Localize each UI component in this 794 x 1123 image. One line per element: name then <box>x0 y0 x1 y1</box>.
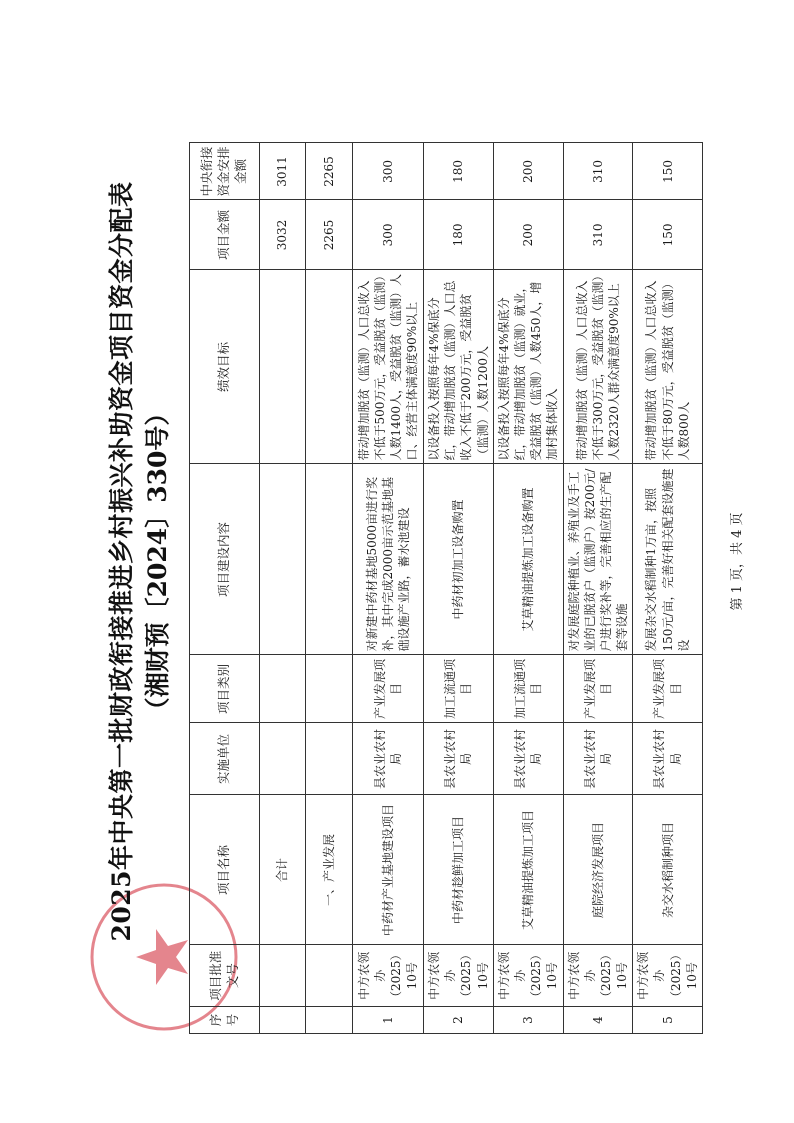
row-approval: 中方农领办（2025）10号 <box>633 945 703 1007</box>
row-seq: 3 <box>493 1007 563 1034</box>
header-content: 项目建设内容 <box>190 464 260 655</box>
row-seq: 4 <box>563 1007 633 1034</box>
header-name: 项目名称 <box>190 795 260 945</box>
row-approval: 中方农领办（2025）10号 <box>424 945 494 1007</box>
row-allocation: 150 <box>633 143 703 200</box>
table-row <box>493 143 563 1034</box>
table-row <box>353 143 424 1034</box>
row-name: 庭院经济发展项目 <box>563 795 633 945</box>
row-allocation: 200 <box>493 143 563 200</box>
row-category: 产业发展项目 <box>633 655 703 723</box>
row-category: 加工流通项目 <box>424 655 494 723</box>
table-row <box>424 143 494 1034</box>
row-allocation: 310 <box>563 143 633 200</box>
row-content: 对发展庭院种植业、养殖业及手工业的已脱贫户（监测户）按200元/户进行奖补等，完善相应的生产配套等设施 <box>563 464 633 655</box>
row-name: 艾草精油提炼加工项目 <box>493 795 563 945</box>
row-amount: 310 <box>563 200 633 270</box>
row-approval: 中方农领办（2025）10号 <box>563 945 633 1007</box>
total-approval-cell <box>260 945 306 1007</box>
row-content: 对新建中药材基地5000亩进行奖补，其中完成2000亩示范基地基础设施产业路，蓄水池建设 <box>353 464 424 655</box>
row-unit: 县农业农村局 <box>424 723 494 795</box>
row-content: 中药材初加工设备购置 <box>424 464 494 655</box>
row-name: 中药材趁鲜加工项目 <box>424 795 494 945</box>
row-approval: 中方农领办（2025）10号 <box>353 945 424 1007</box>
section-amount: 2265 <box>306 200 353 270</box>
row-seq: 2 <box>424 1007 494 1034</box>
page-footer: 第 1 页，共 4 页 <box>730 512 745 611</box>
row-goal: 带动增加脱贫（监测）人口总收入不低于80万元，受益脱贫（监测）人数800人 <box>633 270 703 464</box>
row-content: 发展杂交水稻制种1万亩，按照150元/亩，完善好相关配套设施建设 <box>633 464 703 655</box>
header-category: 项目类别 <box>190 655 260 723</box>
row-approval: 中方农领办（2025）10号 <box>493 945 563 1007</box>
row-seq: 5 <box>633 1007 703 1034</box>
total-label: 合计 <box>260 795 306 945</box>
header-goal: 绩效目标 <box>190 270 260 464</box>
row-unit: 县农业农村局 <box>493 723 563 795</box>
row-name: 中药材产业基地建设项目 <box>353 795 424 945</box>
header-approval: 项目批准文号 <box>190 945 260 1007</box>
row-allocation: 180 <box>424 143 494 200</box>
section-row <box>306 143 353 1034</box>
row-category: 产业发展项目 <box>353 655 424 723</box>
header-unit: 实施单位 <box>190 723 260 795</box>
document-title: 2025年中央第一批财政衔接推进乡村振兴补助资金项目资金分配表 <box>107 181 136 942</box>
row-goal: 以设备投入按照每年4%保底分红，带动增加脱贫（监测）人口总收入不低于200万元，受益脱贫（监测）人数1200人 <box>424 270 494 464</box>
row-category: 产业发展项目 <box>563 655 633 723</box>
row-unit: 县农业农村局 <box>353 723 424 795</box>
document-subtitle: （湘财预〔2024〕330号） <box>143 400 172 723</box>
row-amount: 200 <box>493 200 563 270</box>
allocation-table <box>189 142 703 1034</box>
row-content: 艾草精油提炼加工设备购置 <box>493 464 563 655</box>
section-allocation: 2265 <box>306 143 353 200</box>
row-name: 杂交水稻制种项目 <box>633 795 703 945</box>
header-allocation: 中央衔接资金安排金额 <box>190 143 260 200</box>
row-goal: 带动增加脱贫（监测）人口总收入不低于300万元，受益脱贫（监测）人数2320人群众满意度90%以上 <box>563 270 633 464</box>
total-row <box>260 143 306 1034</box>
row-amount: 180 <box>424 200 494 270</box>
row-seq: 1 <box>353 1007 424 1034</box>
section-label: 一、产业发展 <box>306 795 353 945</box>
total-allocation: 3011 <box>260 143 306 200</box>
row-goal: 以设备投入按照每年4%保底分红，带动增加脱贫（监测）就业，受益脱贫（监测）人数450人，增加村集体收入 <box>493 270 563 464</box>
row-amount: 150 <box>633 200 703 270</box>
header-seq: 序号 <box>190 1007 260 1034</box>
row-amount: 300 <box>353 200 424 270</box>
row-unit: 县农业农村局 <box>563 723 633 795</box>
table-row <box>563 143 633 1034</box>
row-unit: 县农业农村局 <box>633 723 703 795</box>
row-goal: 带动增加脱贫（监测）人口总收入不低于500万元，受益脱贫（监测）人数1400人，受益脱贫（监测）人口、经营主体满意度90%以上 <box>353 270 424 464</box>
row-allocation: 300 <box>353 143 424 200</box>
row-category: 加工流通项目 <box>493 655 563 723</box>
table-header-row <box>190 143 260 1034</box>
total-amount: 3032 <box>260 200 306 270</box>
table-row <box>633 143 703 1034</box>
total-seq-cell <box>260 1007 306 1034</box>
header-amount: 项目金额 <box>190 200 260 270</box>
